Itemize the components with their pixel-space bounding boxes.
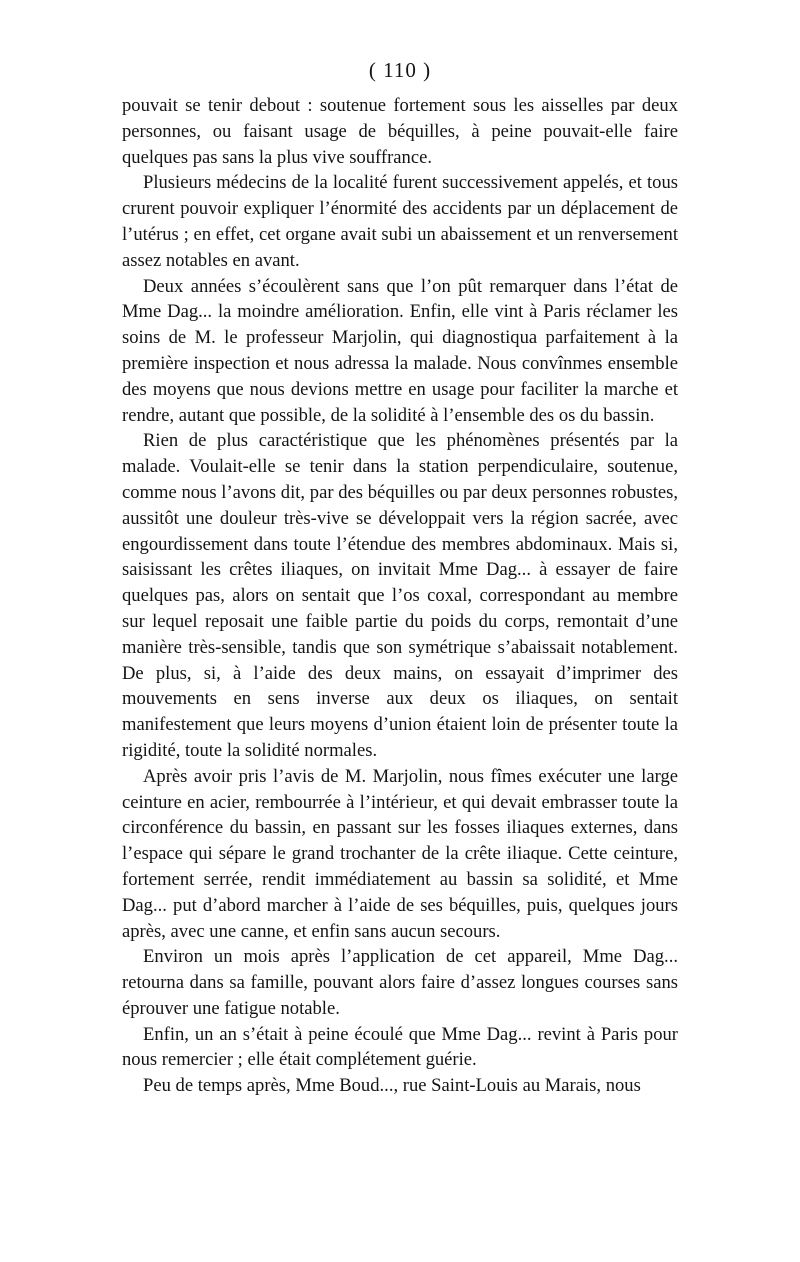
paragraph-8: Peu de temps après, Mme Boud..., rue Saint-Louis au Marais, nous bbox=[143, 1075, 641, 1097]
paragraph-3: Deux années s’écoulèrent sans que l’on pût remarquer dans l’état de Mme Dag... la moindre amélioration. Enfin, elle vint à Paris réclamer les soins de M. le professeur Marjolin, qui diagnostiqua parfaitement à la première inspection et nous adressa la malade. Nous convînmes ensemble des moyens que nous devions mettre en usage pour faciliter la marche et rendre, autant que possible, de la solidité à l’ensemble des os du bassin. bbox=[122, 275, 678, 426]
body-text bbox=[122, 93, 678, 1099]
paragraph-6: Environ un mois après l’application de cet appareil, Mme Dag... retourna dans sa famille, pouvant alors faire d’assez longues courses sans éprouver une fatigue notable. bbox=[122, 946, 678, 1019]
paragraph-5: Après avoir pris l’avis de M. Marjolin, nous fîmes exécuter une large ceinture en acier, rembourrée à l’intérieur, et qui devait embrasser toute la circonférence du bassin, en passant sur les fosses iliaques externes, dans l’espace qui sépare le grand trochanter de la crête iliaque. Cette ceinture, fortement serrée, rendit immédiatement au bassin sa solidité, et Mme Dag... put d’abord marcher à l’aide de ses béquilles, puis, quelques jours après, avec une canne, et enfin sans aucun secours. bbox=[122, 765, 678, 942]
paragraph-7: Enfin, un an s’était à peine écoulé que Mme Dag... revint à Paris pour nous remercier ; elle était complétement guérie. bbox=[122, 1023, 678, 1071]
paragraph-4: Rien de plus caractéristique que les phénomènes présentés par la malade. Voulait-elle se tenir dans la station perpendiculaire, soutenue, comme nous l’avons dit, par des béquilles ou par deux personnes robustes, aussitôt une douleur très-vive se développait vers la région sacrée, avec engourdissement dans toute l’étendue des membres abdominaux. Mais si, saisissant les crêtes iliaques, on invitait Mme Dag... à essayer de faire quelques pas, alors on sentait que l’os coxal, correspondant au membre sur lequel reposait une faible partie du poids du corps, remontait d’une manière très-sensible, tandis que son symétrique s’abaissait notablement. De plus, si, à l’aide des deux mains, on essayait d’imprimer des mouvements en sens inverse aux deux os iliaques, on sentait manifestement que leurs moyens d’union étaient loin de présenter toute la rigidité, toute la solidité normales. bbox=[122, 430, 678, 761]
paragraph-1: pouvait se tenir debout : soutenue fortement sous les aisselles par deux personnes, ou faisant usage de béquilles, à peine pouvait-elle faire quelques pas sans la plus vive souffrance. bbox=[122, 95, 678, 168]
paragraph-2: Plusieurs médecins de la localité furent successivement appelés, et tous crurent pouvoir expliquer l’énormité des accidents par un déplacement de l’utérus ; en effet, cet organe avait subi un abaissement et un renversement assez notables en avant. bbox=[122, 172, 678, 271]
page-number: ( 110 ) bbox=[368, 58, 432, 82]
